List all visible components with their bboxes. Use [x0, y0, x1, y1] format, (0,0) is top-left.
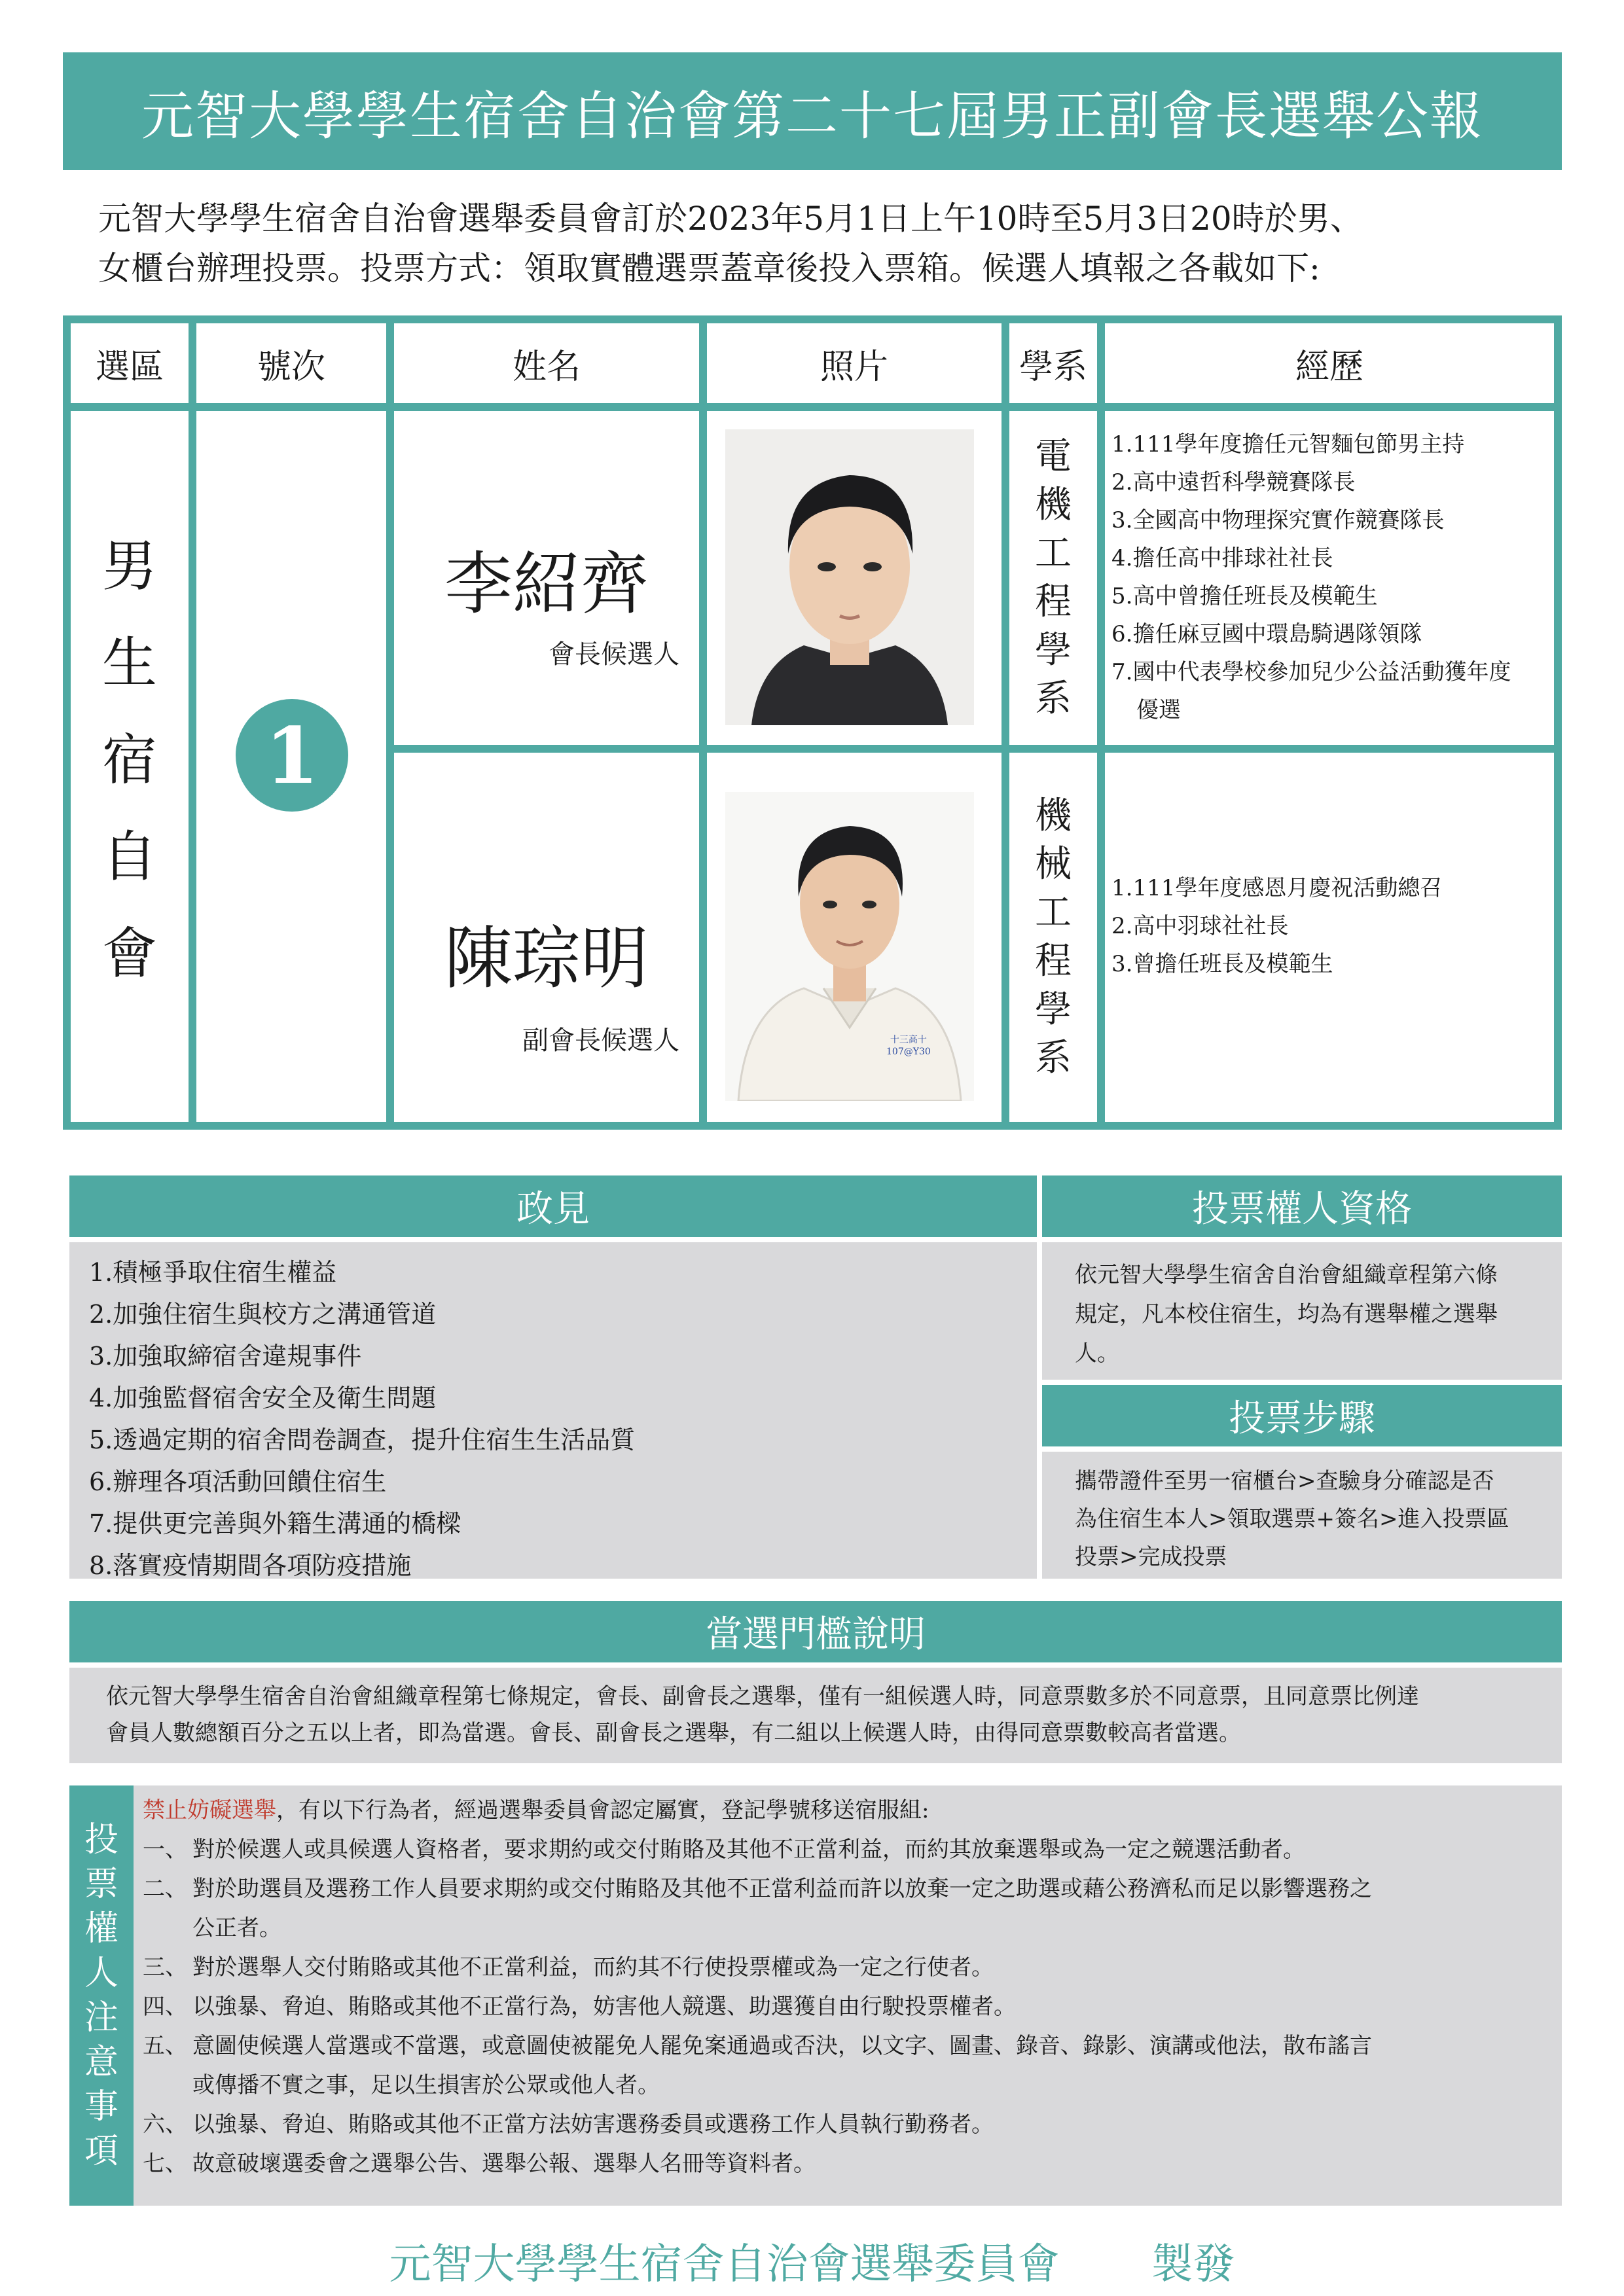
policy-item: 1.積極爭取住宿生權益: [89, 1258, 337, 1287]
dept-char: 學: [1035, 988, 1072, 1031]
dept-char: 程: [1035, 940, 1072, 982]
experience-item: 7.國中代表學校參加兒少公益活動獲年度: [1111, 659, 1511, 685]
page-title: 元智大學學生宿舍自治會第二十七屆男正副會長選舉公報: [63, 52, 1562, 170]
dept-char: 學: [1035, 629, 1072, 672]
notice-item: [143, 2144, 1562, 2183]
notice-item-num: 一、: [143, 1837, 187, 1863]
intro-line-1: 元智大學學生宿舍自治會選舉委員會訂於2023年5月1日上午10時至5月3日20時於男、: [98, 200, 1363, 238]
candidate-1-experience: [1105, 411, 1554, 745]
candidate-1-name-cell: [394, 411, 699, 745]
header-photo: 照片: [707, 323, 1001, 403]
steps-header: 投票步驟: [1042, 1385, 1562, 1446]
dept-char: 工: [1035, 891, 1072, 934]
district-char: 男: [101, 534, 157, 598]
notice-item: [143, 2026, 1562, 2066]
shirt-embroidery: [886, 1034, 931, 1058]
side-title-char: 注: [84, 1998, 118, 2037]
shirt-text: 107@Y30: [886, 1047, 931, 1057]
experience-item: 1.111學年度擔任元智麵包節男主持: [1111, 431, 1465, 457]
footer-issued: 製發: [1151, 2240, 1235, 2289]
steps-line: 為住宿生本人>領取選票+簽名>進入投票區: [1075, 1506, 1509, 1532]
footer: [0, 2231, 1624, 2291]
side-title-char: 人: [84, 1954, 118, 1993]
dept-char: 系: [1035, 677, 1072, 720]
dept-char: 機: [1035, 484, 1072, 526]
steps-line: 攜帶證件至男一宿櫃台>查驗身分確認是否: [1075, 1468, 1494, 1494]
experience-item: 1.111學年度感恩月慶祝活動總召: [1111, 875, 1443, 901]
candidate-1-photo: [725, 429, 974, 725]
district-cell: [71, 411, 189, 1122]
candidate-1-department: [1009, 411, 1097, 745]
notice-item-num: 四、: [143, 1994, 187, 2020]
portrait-2: [725, 792, 974, 1101]
notice-item: [143, 1987, 1562, 2026]
policy-item: 8.落實疫情期間各項防疫措施: [89, 1551, 412, 1580]
dept-char: 程: [1035, 581, 1072, 623]
notice-item-num: 二、: [143, 1876, 187, 1902]
policy-header: 政見: [69, 1175, 1037, 1237]
experience-item: 6.擔任麻豆國中環島騎遇隊領隊: [1111, 621, 1422, 647]
notice-item-text: 對於助選員及選務工作人員要求期約或交付賄賂及其他不正當利益而許以放棄一定之助選或藉公務濟私而足以影響選務之: [192, 1876, 1372, 1902]
candidate-2-department: [1009, 753, 1097, 1122]
policy-item: 6.辦理各項活動回饋住宿生: [89, 1467, 387, 1496]
notice-item: [143, 2105, 1562, 2144]
notice-item-num: 三、: [143, 1954, 187, 1981]
notice-item: [143, 1830, 1562, 1869]
experience-item: 優選: [1136, 697, 1181, 723]
notice-item-text: 意圖使候選人當選或不當選，或意圖使被罷免人罷免案通過或否決，以文字、圖畫、錄音、錄影、演講或他法，散布謠言: [192, 2033, 1372, 2059]
candidate-1-role: 會長候選人: [549, 639, 679, 670]
header-experience: 經歷: [1105, 323, 1554, 403]
policy-item: 5.透過定期的宿舍問卷調查，提升住宿生生活品質: [89, 1426, 636, 1454]
candidate-2-name: 陳琮明: [444, 918, 649, 998]
candidate-2-name-cell: [394, 753, 699, 1122]
candidate-1-photo-cell: [707, 411, 1001, 745]
dept-char: 電: [1035, 435, 1072, 478]
notice-body: [134, 1785, 1562, 2206]
candidate-2-experience: [1105, 753, 1554, 1122]
eligibility-text: [1042, 1242, 1562, 1380]
notice-item-text: 故意破壞選委會之選舉公告、選舉公報、選舉人名冊等資料者。: [192, 2151, 816, 2177]
policy-item: 4.加強監督宿舍安全及衛生問題: [89, 1384, 437, 1412]
intro-line-2: 女櫃台辦理投票。投票方式：領取實體選票蓋章後投入票箱。候選人填報之各載如下:: [98, 249, 1320, 287]
notice-item-num: 六、: [143, 2111, 187, 2138]
candidate-table: [63, 315, 1562, 1130]
eligibility-line: 人。: [1075, 1340, 1119, 1367]
policy-list: [69, 1242, 1037, 1579]
shirt-text: 十三高十: [890, 1035, 927, 1045]
dept-char: 系: [1035, 1037, 1072, 1079]
threshold-line: 會員人數總額百分之五以上者，即為當選。會長、副會長之選舉，有二組以上候選人時，由得同意票數較高者當選。: [106, 1720, 1241, 1746]
dept-char: 工: [1035, 532, 1072, 575]
experience-item: 3.全國高中物理探究實作競賽隊長: [1111, 507, 1445, 533]
eligibility-line: 規定，凡本校住宿生，均為有選舉權之選舉: [1075, 1301, 1498, 1327]
notice-item: [143, 1948, 1562, 1987]
header-department: 學系: [1009, 323, 1097, 403]
notice-item-text: 對於選舉人交付賄賂或其他不正當利益，而約其不行使投票權或為一定之行使者。: [192, 1954, 994, 1981]
district-char: 自: [101, 825, 157, 889]
notice-item-cont: 或傳播不實之事，足以生損害於公眾或他人者。: [192, 2072, 660, 2098]
header-name: 姓名: [394, 323, 699, 403]
threshold-header: 當選門檻說明: [69, 1601, 1562, 1662]
candidate-2-photo-cell: [707, 753, 1001, 1122]
notice-item-num: 七、: [143, 2151, 187, 2177]
candidate-number-badge: 1: [236, 699, 348, 812]
header-number: 號次: [196, 323, 386, 403]
steps-text: [1042, 1452, 1562, 1579]
candidate-2-role: 副會長候選人: [522, 1026, 679, 1056]
district-char: 會: [101, 922, 157, 986]
notice-intro: [143, 1791, 1562, 1830]
experience-item: 2.高中遠哲科學競賽隊長: [1111, 469, 1356, 495]
notice-item-text: 以強暴、脅迫、賄賂或其他不正當方法妨害選務委員或選務工作人員執行勤務者。: [192, 2111, 994, 2138]
policy-item: 7.提供更完善與外籍生溝通的橋樑: [89, 1509, 461, 1538]
eligibility-header: 投票權人資格: [1042, 1175, 1562, 1237]
header-district: 選區: [71, 323, 189, 403]
dept-char: 機: [1035, 795, 1072, 837]
district-char: 宿: [101, 728, 157, 792]
side-title-char: 權: [84, 1909, 118, 1948]
district-char: 生: [101, 631, 157, 695]
notice-item-cont: 公正者。: [192, 1915, 281, 1941]
notice-intro-text: ，有以下行為者，經過選舉委員會認定屬實，登記學號移送宿服組:: [276, 1797, 929, 1823]
notice-side-title: [69, 1785, 134, 2206]
side-title-char: 投: [84, 1820, 118, 1859]
threshold-line: 依元智大學學生宿舍自治會組織章程第七條規定，會長、副會長之選舉，僅有一組候選人時，同意票數多於不同意票，且同意票比例達: [106, 1683, 1419, 1710]
dept-char: 械: [1035, 843, 1072, 886]
notice-item-text: 對於候選人或具候選人資格者，要求期約或交付賄賂及其他不正當利益，而約其放棄選舉或為一定之競選活動者。: [192, 1837, 1305, 1863]
side-title-char: 事: [84, 2087, 118, 2126]
portrait-1: [725, 429, 974, 725]
footer-org: 元智大學學生宿舍自治會選舉委員會: [389, 2240, 1060, 2289]
experience-item: 5.高中曾擔任班長及模範生: [1111, 583, 1378, 609]
side-title-char: 票: [84, 1865, 118, 1904]
notice-item-num: 五、: [143, 2033, 187, 2059]
side-title-char: 項: [84, 2132, 118, 2171]
experience-item: 2.高中羽球社社長: [1111, 913, 1289, 939]
threshold-text: [69, 1668, 1562, 1763]
notice-item-text: 以強暴、脅迫、賄賂或其他不正當行為，妨害他人競選、助選獲自由行駛投票權者。: [192, 1994, 1016, 2020]
side-title-char: 意: [84, 2043, 118, 2082]
policy-item: 3.加強取締宿舍違規事件: [89, 1342, 362, 1371]
experience-item: 3.曾擔任班長及模範生: [1111, 951, 1333, 977]
number-cell: [196, 411, 386, 1122]
policy-item: 2.加強住宿生與校方之溝通管道: [89, 1300, 437, 1329]
candidate-2-photo: [725, 792, 974, 1101]
eligibility-line: 依元智大學學生宿舍自治會組織章程第六條: [1075, 1262, 1498, 1288]
candidate-1-name: 李紹齊: [444, 544, 649, 624]
steps-line: 投票>完成投票: [1075, 1544, 1227, 1570]
warning-text: 禁止妨礙選舉: [143, 1797, 276, 1823]
experience-item: 4.擔任高中排球社社長: [1111, 545, 1333, 571]
notice-item: [143, 1869, 1562, 1909]
